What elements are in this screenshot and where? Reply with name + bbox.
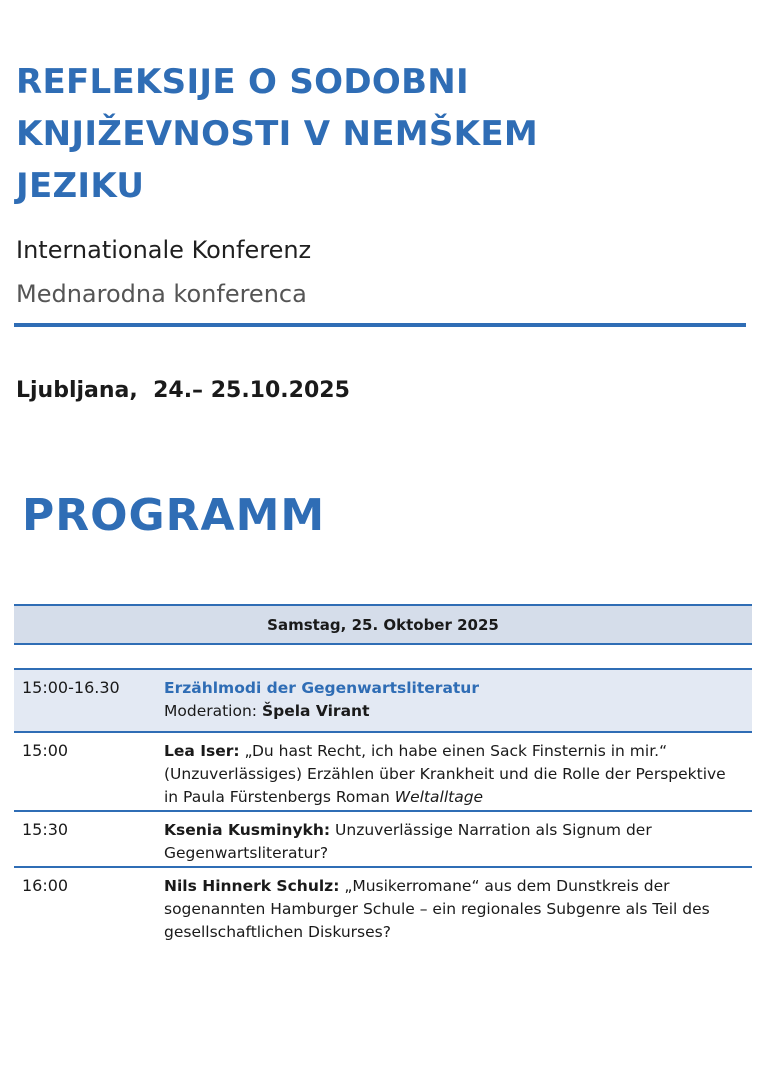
moderator-name: Špela Virant <box>261 702 370 720</box>
subtitle-german: Internationale Konferenz <box>16 236 312 264</box>
talk-title: „Du hast Recht, ich habe einen Sack Finsternis in mir.“ (Unzuverlässiges) Erzählen über Krankheit und die Rolle der Perspektive in Paula Fürstenbergs Roman <box>164 742 726 806</box>
day-header: Samstag, 25. Oktober 2025 <box>14 604 752 645</box>
place-and-date: Ljubljana, 24.– 25.10.2025 <box>16 378 350 403</box>
session-time: 15:00-16.30 <box>22 678 120 697</box>
session-content <box>164 677 744 723</box>
talk-time: 15:00 <box>22 741 69 760</box>
talk-content <box>164 875 744 944</box>
talk-speaker: Nils Hinnerk Schulz: <box>164 877 340 895</box>
session-row <box>14 670 752 733</box>
title-line-1: REFLEKSIJE O SODOBNI <box>16 62 469 102</box>
table-row <box>14 868 752 948</box>
conference-title <box>16 56 736 212</box>
moderation-label: Moderation: <box>164 702 262 720</box>
talk-time: 15:30 <box>22 820 69 839</box>
talk-title: „Musikerromane“ aus dem Dunstkreis der sogenannten Hamburger Schule – ein regionales Subgenre als Teil des gesellschaftlichen Diskurses? <box>164 877 710 941</box>
title-line-2: KNJIŽEVNOSTI V NEMŠKEM <box>16 114 538 154</box>
talk-speaker: Lea Iser: <box>164 742 240 760</box>
schedule-table <box>14 668 752 948</box>
talk-time: 16:00 <box>22 876 69 895</box>
table-row <box>14 812 752 868</box>
title-line-3: JEZIKU <box>16 166 145 206</box>
program-heading: PROGRAMM <box>22 490 326 541</box>
work-title: Weltalltage <box>394 788 484 806</box>
session-moderation <box>164 700 744 723</box>
talk-title: Unzuverlässige Narration als Signum der Gegenwartsliteratur? <box>164 821 652 862</box>
talk-speaker: Ksenia Kusminykh: <box>164 821 331 839</box>
session-title: Erzählmodi der Gegenwartsliteratur <box>164 679 479 697</box>
header-divider <box>14 323 746 327</box>
talk-content <box>164 740 744 809</box>
subtitle-slovene: Mednarodna konferenca <box>16 280 307 308</box>
table-row <box>14 733 752 812</box>
talk-content <box>164 819 744 865</box>
